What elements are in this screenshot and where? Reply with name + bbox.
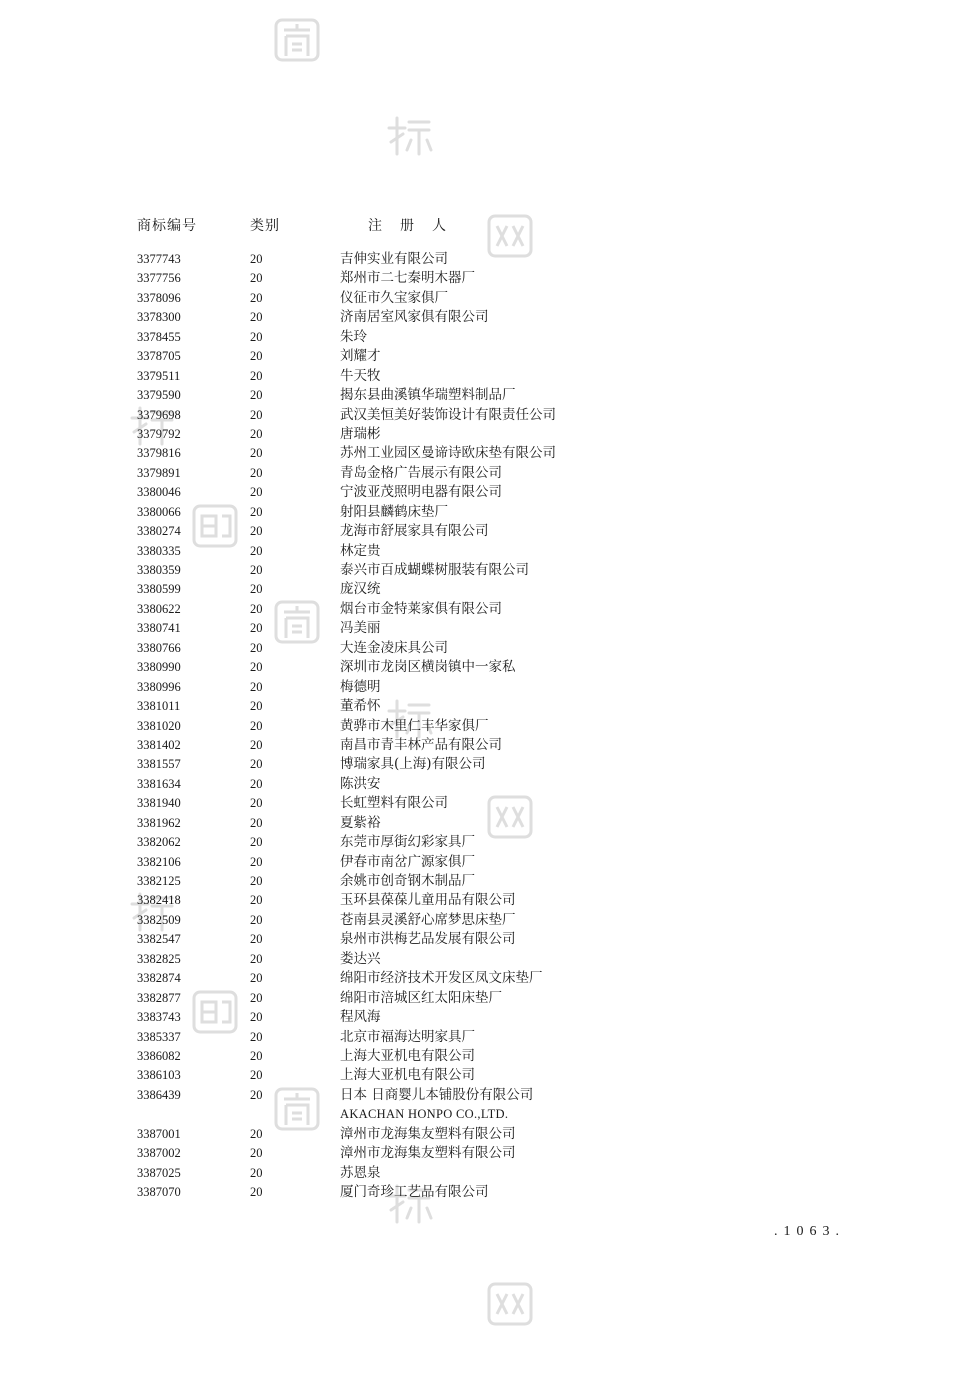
trademark-class: 20 [250, 1068, 263, 1083]
table-row [0, 386, 980, 405]
trademark-number: 3379698 [137, 407, 181, 422]
registrant-name: 苏恩泉 [340, 1164, 381, 1181]
table-row [0, 1066, 980, 1085]
table-row [0, 1144, 980, 1163]
trademark-number: 3387002 [137, 1146, 181, 1161]
trademark-class: 20 [250, 912, 263, 927]
trademark-class: 20 [250, 368, 263, 383]
trademark-class: 20 [250, 660, 263, 675]
trademark-class: 20 [250, 290, 263, 305]
trademark-number: 3382106 [137, 854, 181, 869]
trademark-number: 3387070 [137, 1185, 181, 1199]
table-row [0, 930, 980, 949]
table-row [0, 308, 980, 327]
table-row [0, 425, 980, 444]
registrant-name: 深圳市龙岗区横岗镇中一家私 [340, 659, 516, 676]
watermark-mark [272, 16, 322, 64]
table-row [0, 1164, 980, 1183]
registrant-name: 日本 日商婴儿本铺股份有限公司 [340, 1086, 534, 1103]
table-row [0, 1028, 980, 1047]
trademark-list [0, 250, 980, 1202]
registrant-name: 射阳县麟鹤床垫厂 [340, 503, 448, 520]
trademark-number: 3378300 [137, 310, 181, 325]
registrant-name: 漳州市龙海集友塑料有限公司 [340, 1125, 516, 1142]
table-row [0, 503, 980, 522]
table-row [0, 736, 980, 755]
table-row [0, 872, 980, 891]
table-row [0, 989, 980, 1008]
trademark-class: 20 [250, 426, 263, 441]
trademark-number: 3382825 [137, 951, 181, 966]
trademark-number: 3381962 [137, 815, 181, 830]
trademark-number: 3380335 [137, 543, 181, 558]
trademark-class: 20 [250, 679, 263, 694]
trademark-class: 20 [250, 388, 263, 403]
trademark-number: 3378455 [137, 329, 181, 344]
table-row [0, 1047, 980, 1066]
trademark-class: 20 [250, 971, 263, 986]
table-row [0, 717, 980, 736]
trademark-class: 20 [250, 485, 263, 500]
trademark-number: 3381011 [137, 699, 181, 714]
registrant-name: 仪征市久宝家俱厂 [340, 289, 448, 306]
trademark-class: 20 [250, 543, 263, 558]
registrant-name: 漳州市龙海集友塑料有限公司 [340, 1145, 516, 1162]
trademark-class: 20 [250, 990, 263, 1005]
trademark-class: 20 [250, 601, 263, 616]
registrant-name: 上海大亚机电有限公司 [340, 1067, 475, 1084]
trademark-number: 3379511 [137, 368, 181, 383]
table-row [0, 580, 980, 599]
registrant-name: 陈洪安 [340, 775, 381, 792]
watermark-mark [485, 1280, 535, 1328]
trademark-number: 3381940 [137, 796, 181, 811]
trademark-class: 20 [250, 329, 263, 344]
registrant-name: 郑州市二七秦明木器厂 [340, 270, 475, 287]
trademark-class: 20 [250, 446, 263, 461]
trademark-number: 3377743 [137, 252, 181, 266]
registrant-name: 余姚市创奇钢木制品厂 [340, 873, 475, 889]
trademark-number: 3382418 [137, 893, 181, 908]
trademark-class: 20 [250, 699, 263, 714]
table-row [0, 658, 980, 677]
trademark-number: 3385337 [137, 1029, 181, 1044]
trademark-number: 3382874 [137, 971, 181, 986]
trademark-class: 20 [250, 349, 263, 364]
table-row [0, 1105, 980, 1124]
trademark-number: 3380359 [137, 563, 181, 577]
trademark-number: 3382125 [137, 874, 181, 888]
table-row [0, 464, 980, 483]
trademark-class: 20 [250, 563, 263, 577]
table-row [0, 600, 980, 619]
trademark-number: 3380996 [137, 679, 181, 694]
registrant-name: AKACHAN HONPO CO.,LTD. [340, 1107, 509, 1122]
registrant-name: 夏紫裕 [340, 814, 381, 831]
registrant-name: 大连金凌床具公司 [340, 639, 448, 656]
trademark-class: 20 [250, 718, 263, 733]
table-row [0, 639, 980, 658]
registrant-name: 唐瑞彬 [340, 425, 381, 442]
table-row [0, 833, 980, 852]
registrant-name: 青岛金格广告展示有限公司 [340, 464, 502, 481]
table-row [0, 269, 980, 288]
table-row [0, 250, 980, 269]
table-row [0, 853, 980, 872]
trademark-class: 20 [250, 252, 263, 266]
trademark-class: 20 [250, 1048, 263, 1063]
registrant-name: 董希怀 [340, 698, 381, 715]
registrant-name: 宁波亚茂照明电器有限公司 [340, 484, 502, 501]
trademark-number: 3386439 [137, 1087, 181, 1102]
trademark-number: 3379891 [137, 465, 181, 480]
trademark-number: 3387001 [137, 1126, 181, 1141]
trademark-number: 3380274 [137, 524, 181, 539]
registrant-name: 程风海 [340, 1009, 381, 1026]
table-row [0, 950, 980, 969]
column-header-class: 类别 [250, 218, 280, 234]
trademark-number: 3386082 [137, 1048, 181, 1063]
registrant-name: 苏州工业园区曼谛诗欧床垫有限公司 [340, 445, 556, 462]
trademark-class: 20 [250, 835, 263, 850]
trademark-class: 20 [250, 1029, 263, 1044]
registrant-name: 厦门奇珍工艺品有限公司 [340, 1184, 489, 1200]
trademark-number: 3379816 [137, 446, 181, 461]
table-row [0, 814, 980, 833]
trademark-number: 3379792 [137, 426, 181, 441]
registrant-name: 伊春市南岔广源家俱厂 [340, 853, 475, 870]
registrant-name: 上海大亚机电有限公司 [340, 1047, 475, 1064]
registrant-name: 绵阳市经济技术开发区凤文床垫厂 [340, 970, 543, 987]
registrant-name: 泉州市洪梅艺品发展有限公司 [340, 931, 516, 948]
table-row [0, 1125, 980, 1144]
table-row [0, 561, 980, 580]
table-row [0, 969, 980, 988]
trademark-class: 20 [250, 1010, 263, 1025]
trademark-class: 20 [250, 524, 263, 539]
trademark-class: 20 [250, 932, 263, 947]
trademark-number: 3382062 [137, 835, 181, 850]
watermark-mark [385, 112, 435, 160]
table-row [0, 542, 980, 561]
registrant-name: 庞汉统 [340, 581, 381, 598]
trademark-number: 3387025 [137, 1165, 181, 1180]
registrant-name: 长虹塑料有限公司 [340, 795, 448, 812]
table-row [0, 1008, 980, 1027]
registrant-name: 苍南县灵溪舒心席梦思床垫厂 [340, 911, 516, 928]
table-row [0, 289, 980, 308]
registrant-name: 南昌市青丰林产品有限公司 [340, 736, 502, 753]
trademark-number: 3381020 [137, 718, 181, 733]
table-header [0, 215, 980, 237]
table-row [0, 1183, 980, 1202]
registrant-name: 北京市福海达明家具厂 [340, 1028, 475, 1045]
trademark-class: 20 [250, 1126, 263, 1141]
registrant-name: 博瑞家具(上海)有限公司 [340, 756, 486, 773]
table-row [0, 911, 980, 930]
registrant-name: 东莞市厚街幻彩家具厂 [340, 834, 475, 851]
trademark-class: 20 [250, 757, 263, 772]
trademark-class: 20 [250, 874, 263, 888]
trademark-class: 20 [250, 582, 263, 597]
trademark-class: 20 [250, 796, 263, 811]
trademark-class: 20 [250, 1165, 263, 1180]
registrant-name: 林定贵 [340, 542, 381, 559]
registrant-name: 玉环县葆葆儿童用品有限公司 [340, 892, 516, 909]
trademark-number: 3380990 [137, 660, 181, 675]
trademark-number: 3383743 [137, 1010, 181, 1025]
registrant-name: 刘耀才 [340, 348, 381, 365]
table-row [0, 483, 980, 502]
registrant-name: 烟台市金特莱家俱有限公司 [340, 600, 502, 617]
trademark-class: 20 [250, 271, 263, 286]
trademark-number: 3381634 [137, 776, 181, 791]
trademark-class: 20 [250, 737, 263, 752]
trademark-number: 3380599 [137, 582, 181, 597]
table-row [0, 755, 980, 774]
registrant-name: 娄达兴 [340, 950, 381, 967]
registrant-name: 朱玲 [340, 328, 367, 345]
registrant-name: 梅德明 [340, 678, 381, 695]
trademark-number: 3380066 [137, 504, 181, 519]
registrant-name: 济南居室风家俱有限公司 [340, 309, 489, 326]
table-row [0, 444, 980, 463]
trademark-class: 20 [250, 407, 263, 422]
page-number: .1063. [774, 1224, 845, 1239]
table-row [0, 1086, 980, 1105]
table-row [0, 328, 980, 347]
trademark-number: 3386103 [137, 1068, 181, 1083]
trademark-class: 20 [250, 504, 263, 519]
table-row [0, 522, 980, 541]
trademark-class: 20 [250, 854, 263, 869]
trademark-class: 20 [250, 310, 263, 325]
table-row [0, 406, 980, 425]
trademark-class: 20 [250, 465, 263, 480]
registrant-name: 绵阳市涪城区红太阳床垫厂 [340, 989, 502, 1006]
registrant-name: 龙海市舒展家具有限公司 [340, 523, 489, 540]
trademark-class: 20 [250, 815, 263, 830]
table-row [0, 775, 980, 794]
trademark-number: 3381557 [137, 757, 181, 772]
trademark-number: 3380622 [137, 601, 181, 616]
trademark-class: 20 [250, 1087, 263, 1102]
registrant-name: 牛天牧 [340, 367, 381, 384]
column-header-registrant: 注册人 [368, 218, 464, 234]
table-row [0, 347, 980, 366]
trademark-number: 3380046 [137, 485, 181, 500]
registrant-name: 揭东县曲溪镇华瑞塑料制品厂 [340, 387, 516, 404]
table-row [0, 794, 980, 813]
registrant-name: 冯美丽 [340, 620, 381, 637]
registrant-name: 吉伸实业有限公司 [340, 251, 448, 267]
trademark-number: 3382547 [137, 932, 181, 947]
table-row [0, 697, 980, 716]
trademark-class: 20 [250, 1146, 263, 1161]
trademark-class: 20 [250, 951, 263, 966]
trademark-number: 3378705 [137, 349, 181, 364]
trademark-class: 20 [250, 776, 263, 791]
registrant-name: 泰兴市百成蝴蝶树服装有限公司 [340, 562, 529, 578]
trademark-number: 3382877 [137, 990, 181, 1005]
registrant-name: 黄骅市木里仁丰华家俱厂 [340, 717, 489, 734]
table-row [0, 891, 980, 910]
trademark-number: 3381402 [137, 737, 181, 752]
trademark-number: 3380766 [137, 640, 181, 655]
trademark-class: 20 [250, 640, 263, 655]
trademark-number: 3378096 [137, 290, 181, 305]
trademark-class: 20 [250, 621, 263, 636]
table-row [0, 678, 980, 697]
trademark-class: 20 [250, 1185, 263, 1199]
trademark-number: 3380741 [137, 621, 181, 636]
column-header-number: 商标编号 [137, 218, 197, 234]
trademark-class: 20 [250, 893, 263, 908]
trademark-number: 3379590 [137, 388, 181, 403]
registrant-name: 武汉美恒美好装饰设计有限责任公司 [340, 406, 556, 423]
trademark-number: 3377756 [137, 271, 181, 286]
trademark-number: 3382509 [137, 912, 181, 927]
table-row [0, 619, 980, 638]
table-row [0, 367, 980, 386]
